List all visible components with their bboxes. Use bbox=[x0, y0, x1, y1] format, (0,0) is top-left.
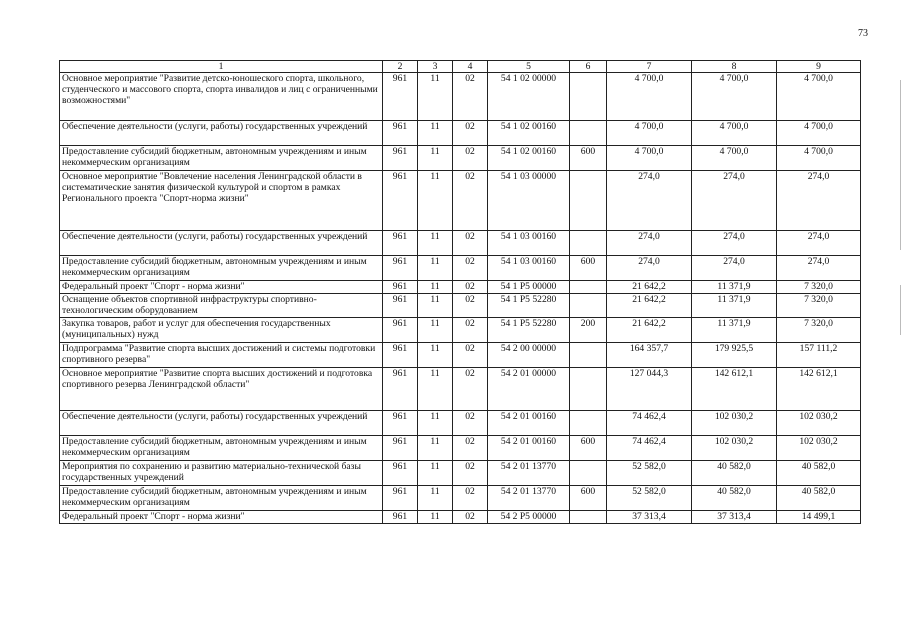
amount-col9-cell: 102 030,2 bbox=[777, 411, 861, 436]
subsection-code-cell: 02 bbox=[453, 256, 488, 281]
subsection-code-cell: 02 bbox=[453, 73, 488, 121]
column-header: 3 bbox=[418, 61, 453, 73]
target-article-cell: 54 1 03 00160 bbox=[488, 256, 570, 281]
section-code-cell: 11 bbox=[418, 461, 453, 486]
admin-code-cell: 961 bbox=[383, 461, 418, 486]
column-header: 9 bbox=[777, 61, 861, 73]
table-row bbox=[60, 231, 861, 256]
amount-col8-cell: 4 700,0 bbox=[692, 146, 777, 171]
expense-type-cell bbox=[570, 461, 607, 486]
amount-col8-cell: 37 313,4 bbox=[692, 511, 777, 524]
amount-col9-cell: 40 582,0 bbox=[777, 461, 861, 486]
row-name-cell: Обеспечение деятельности (услуги, работы) государственных учреждений bbox=[60, 231, 383, 256]
row-name-cell: Предоставление субсидий бюджетным, автономным учреждениям и иным некоммерческим организациям bbox=[60, 146, 383, 171]
expense-type-cell bbox=[570, 73, 607, 121]
section-code-cell: 11 bbox=[418, 294, 453, 318]
amount-col8-cell: 40 582,0 bbox=[692, 461, 777, 486]
expense-type-cell bbox=[570, 281, 607, 294]
amount-col8-cell: 102 030,2 bbox=[692, 436, 777, 461]
section-code-cell: 11 bbox=[418, 281, 453, 294]
admin-code-cell: 961 bbox=[383, 511, 418, 524]
subsection-code-cell: 02 bbox=[453, 461, 488, 486]
table-row bbox=[60, 318, 861, 343]
subsection-code-cell: 02 bbox=[453, 411, 488, 436]
subsection-code-cell: 02 bbox=[453, 486, 488, 511]
subsection-code-cell: 02 bbox=[453, 436, 488, 461]
table-row bbox=[60, 171, 861, 231]
amount-col7-cell: 74 462,4 bbox=[607, 436, 692, 461]
subsection-code-cell: 02 bbox=[453, 231, 488, 256]
amount-col8-cell: 179 925,5 bbox=[692, 343, 777, 368]
amount-col9-cell: 7 320,0 bbox=[777, 318, 861, 343]
target-article-cell: 54 2 01 13770 bbox=[488, 486, 570, 511]
row-name-cell: Оснащение объектов спортивной инфраструктуры спортивно-технологическим оборудованием bbox=[60, 294, 383, 318]
amount-col8-cell: 4 700,0 bbox=[692, 121, 777, 146]
column-header: 6 bbox=[570, 61, 607, 73]
admin-code-cell: 961 bbox=[383, 486, 418, 511]
expense-type-cell bbox=[570, 511, 607, 524]
table-row bbox=[60, 146, 861, 171]
expense-type-cell bbox=[570, 343, 607, 368]
target-article-cell: 54 1 P5 52280 bbox=[488, 318, 570, 343]
row-name-cell: Предоставление субсидий бюджетным, автономным учреждениям и иным некоммерческим организациям bbox=[60, 256, 383, 281]
subsection-code-cell: 02 bbox=[453, 171, 488, 231]
section-code-cell: 11 bbox=[418, 256, 453, 281]
amount-col7-cell: 21 642,2 bbox=[607, 281, 692, 294]
amount-col8-cell: 142 612,1 bbox=[692, 368, 777, 411]
table-row bbox=[60, 436, 861, 461]
subsection-code-cell: 02 bbox=[453, 146, 488, 171]
amount-col9-cell: 40 582,0 bbox=[777, 486, 861, 511]
row-name-cell: Предоставление субсидий бюджетным, автономным учреждениям и иным некоммерческим организациям bbox=[60, 486, 383, 511]
budget-table-container bbox=[59, 60, 861, 524]
admin-code-cell: 961 bbox=[383, 318, 418, 343]
section-code-cell: 11 bbox=[418, 231, 453, 256]
expense-type-cell: 600 bbox=[570, 256, 607, 281]
expense-type-cell bbox=[570, 231, 607, 256]
subsection-code-cell: 02 bbox=[453, 318, 488, 343]
target-article-cell: 54 1 P5 52280 bbox=[488, 294, 570, 318]
table-row bbox=[60, 368, 861, 411]
table-row bbox=[60, 294, 861, 318]
expense-type-cell: 600 bbox=[570, 486, 607, 511]
scan-edge-line bbox=[900, 285, 901, 335]
amount-col9-cell: 4 700,0 bbox=[777, 146, 861, 171]
admin-code-cell: 961 bbox=[383, 171, 418, 231]
section-code-cell: 11 bbox=[418, 343, 453, 368]
admin-code-cell: 961 bbox=[383, 231, 418, 256]
scan-edge-line bbox=[900, 80, 901, 250]
subsection-code-cell: 02 bbox=[453, 294, 488, 318]
amount-col8-cell: 11 371,9 bbox=[692, 281, 777, 294]
section-code-cell: 11 bbox=[418, 318, 453, 343]
admin-code-cell: 961 bbox=[383, 281, 418, 294]
column-header: 7 bbox=[607, 61, 692, 73]
section-code-cell: 11 bbox=[418, 411, 453, 436]
row-name-cell: Обеспечение деятельности (услуги, работы) государственных учреждений bbox=[60, 411, 383, 436]
table-row bbox=[60, 73, 861, 121]
row-name-cell: Обеспечение деятельности (услуги, работы) государственных учреждений bbox=[60, 121, 383, 146]
table-row bbox=[60, 281, 861, 294]
row-name-cell: Предоставление субсидий бюджетным, автономным учреждениям и иным некоммерческим организациям bbox=[60, 436, 383, 461]
amount-col9-cell: 4 700,0 bbox=[777, 121, 861, 146]
amount-col7-cell: 274,0 bbox=[607, 231, 692, 256]
table-row bbox=[60, 411, 861, 436]
amount-col7-cell: 4 700,0 bbox=[607, 121, 692, 146]
row-name-cell: Федеральный проект "Спорт - норма жизни" bbox=[60, 511, 383, 524]
section-code-cell: 11 bbox=[418, 121, 453, 146]
budget-table bbox=[59, 60, 861, 524]
amount-col9-cell: 7 320,0 bbox=[777, 281, 861, 294]
section-code-cell: 11 bbox=[418, 436, 453, 461]
subsection-code-cell: 02 bbox=[453, 343, 488, 368]
target-article-cell: 54 2 01 00160 bbox=[488, 436, 570, 461]
amount-col7-cell: 21 642,2 bbox=[607, 318, 692, 343]
column-header: 8 bbox=[692, 61, 777, 73]
section-code-cell: 11 bbox=[418, 486, 453, 511]
expense-type-cell: 200 bbox=[570, 318, 607, 343]
table-row bbox=[60, 256, 861, 281]
amount-col8-cell: 11 371,9 bbox=[692, 294, 777, 318]
target-article-cell: 54 1 03 00160 bbox=[488, 231, 570, 256]
amount-col9-cell: 142 612,1 bbox=[777, 368, 861, 411]
amount-col9-cell: 14 499,1 bbox=[777, 511, 861, 524]
amount-col8-cell: 274,0 bbox=[692, 231, 777, 256]
expense-type-cell: 600 bbox=[570, 146, 607, 171]
amount-col7-cell: 52 582,0 bbox=[607, 461, 692, 486]
admin-code-cell: 961 bbox=[383, 343, 418, 368]
row-name-cell: Подпрограмма "Развитие спорта высших достижений и системы подготовки спортивного резерва" bbox=[60, 343, 383, 368]
amount-col8-cell: 274,0 bbox=[692, 171, 777, 231]
section-code-cell: 11 bbox=[418, 368, 453, 411]
target-article-cell: 54 2 01 00160 bbox=[488, 411, 570, 436]
amount-col7-cell: 274,0 bbox=[607, 256, 692, 281]
admin-code-cell: 961 bbox=[383, 146, 418, 171]
row-name-cell: Закупка товаров, работ и услуг для обеспечения государственных (муниципальных) нужд bbox=[60, 318, 383, 343]
amount-col7-cell: 274,0 bbox=[607, 171, 692, 231]
table-row bbox=[60, 486, 861, 511]
row-name-cell: Основное мероприятие "Развитие детско-юношеского спорта, школьного, студенческого и массового спорта, спорта инвалидов и лиц с ограниченными возможностями" bbox=[60, 73, 383, 121]
row-name-cell: Основное мероприятие "Развитие спорта высших достижений и подготовка спортивного резерва Ленинградской области" bbox=[60, 368, 383, 411]
subsection-code-cell: 02 bbox=[453, 368, 488, 411]
admin-code-cell: 961 bbox=[383, 368, 418, 411]
amount-col8-cell: 102 030,2 bbox=[692, 411, 777, 436]
table-row bbox=[60, 121, 861, 146]
subsection-code-cell: 02 bbox=[453, 121, 488, 146]
expense-type-cell bbox=[570, 368, 607, 411]
row-name-cell: Основное мероприятие "Вовлечение населения Ленинградской области в систематические занятия физической культурой и спортом в рамках Регионального проекта "Спорт-норма жизни" bbox=[60, 171, 383, 231]
admin-code-cell: 961 bbox=[383, 294, 418, 318]
admin-code-cell: 961 bbox=[383, 121, 418, 146]
amount-col9-cell: 102 030,2 bbox=[777, 436, 861, 461]
amount-col7-cell: 164 357,7 bbox=[607, 343, 692, 368]
amount-col8-cell: 274,0 bbox=[692, 256, 777, 281]
target-article-cell: 54 2 P5 00000 bbox=[488, 511, 570, 524]
amount-col9-cell: 274,0 bbox=[777, 231, 861, 256]
expense-type-cell bbox=[570, 294, 607, 318]
expense-type-cell bbox=[570, 411, 607, 436]
amount-col7-cell: 4 700,0 bbox=[607, 146, 692, 171]
target-article-cell: 54 1 02 00160 bbox=[488, 121, 570, 146]
row-name-cell: Федеральный проект "Спорт - норма жизни" bbox=[60, 281, 383, 294]
amount-col8-cell: 4 700,0 bbox=[692, 73, 777, 121]
expense-type-cell bbox=[570, 171, 607, 231]
column-header: 1 bbox=[60, 61, 383, 73]
amount-col7-cell: 4 700,0 bbox=[607, 73, 692, 121]
column-header: 4 bbox=[453, 61, 488, 73]
amount-col7-cell: 74 462,4 bbox=[607, 411, 692, 436]
section-code-cell: 11 bbox=[418, 511, 453, 524]
target-article-cell: 54 1 02 00000 bbox=[488, 73, 570, 121]
column-header: 5 bbox=[488, 61, 570, 73]
target-article-cell: 54 2 01 00000 bbox=[488, 368, 570, 411]
target-article-cell: 54 2 01 13770 bbox=[488, 461, 570, 486]
table-row bbox=[60, 461, 861, 486]
subsection-code-cell: 02 bbox=[453, 281, 488, 294]
header-row bbox=[60, 61, 861, 73]
expense-type-cell bbox=[570, 121, 607, 146]
admin-code-cell: 961 bbox=[383, 73, 418, 121]
amount-col8-cell: 40 582,0 bbox=[692, 486, 777, 511]
table-row bbox=[60, 343, 861, 368]
target-article-cell: 54 2 00 00000 bbox=[488, 343, 570, 368]
target-article-cell: 54 1 02 00160 bbox=[488, 146, 570, 171]
amount-col7-cell: 127 044,3 bbox=[607, 368, 692, 411]
amount-col9-cell: 7 320,0 bbox=[777, 294, 861, 318]
amount-col9-cell: 157 111,2 bbox=[777, 343, 861, 368]
amount-col9-cell: 274,0 bbox=[777, 256, 861, 281]
amount-col7-cell: 52 582,0 bbox=[607, 486, 692, 511]
amount-col8-cell: 11 371,9 bbox=[692, 318, 777, 343]
row-name-cell: Мероприятия по сохранению и развитию материально-технической базы государственных учреждений bbox=[60, 461, 383, 486]
target-article-cell: 54 1 P5 00000 bbox=[488, 281, 570, 294]
amount-col7-cell: 37 313,4 bbox=[607, 511, 692, 524]
page-number: 73 bbox=[858, 28, 868, 39]
target-article-cell: 54 1 03 00000 bbox=[488, 171, 570, 231]
section-code-cell: 11 bbox=[418, 146, 453, 171]
amount-col9-cell: 4 700,0 bbox=[777, 73, 861, 121]
admin-code-cell: 961 bbox=[383, 411, 418, 436]
admin-code-cell: 961 bbox=[383, 436, 418, 461]
amount-col7-cell: 21 642,2 bbox=[607, 294, 692, 318]
admin-code-cell: 961 bbox=[383, 256, 418, 281]
amount-col9-cell: 274,0 bbox=[777, 171, 861, 231]
section-code-cell: 11 bbox=[418, 73, 453, 121]
expense-type-cell: 600 bbox=[570, 436, 607, 461]
column-header: 2 bbox=[383, 61, 418, 73]
table-row bbox=[60, 511, 861, 524]
subsection-code-cell: 02 bbox=[453, 511, 488, 524]
section-code-cell: 11 bbox=[418, 171, 453, 231]
